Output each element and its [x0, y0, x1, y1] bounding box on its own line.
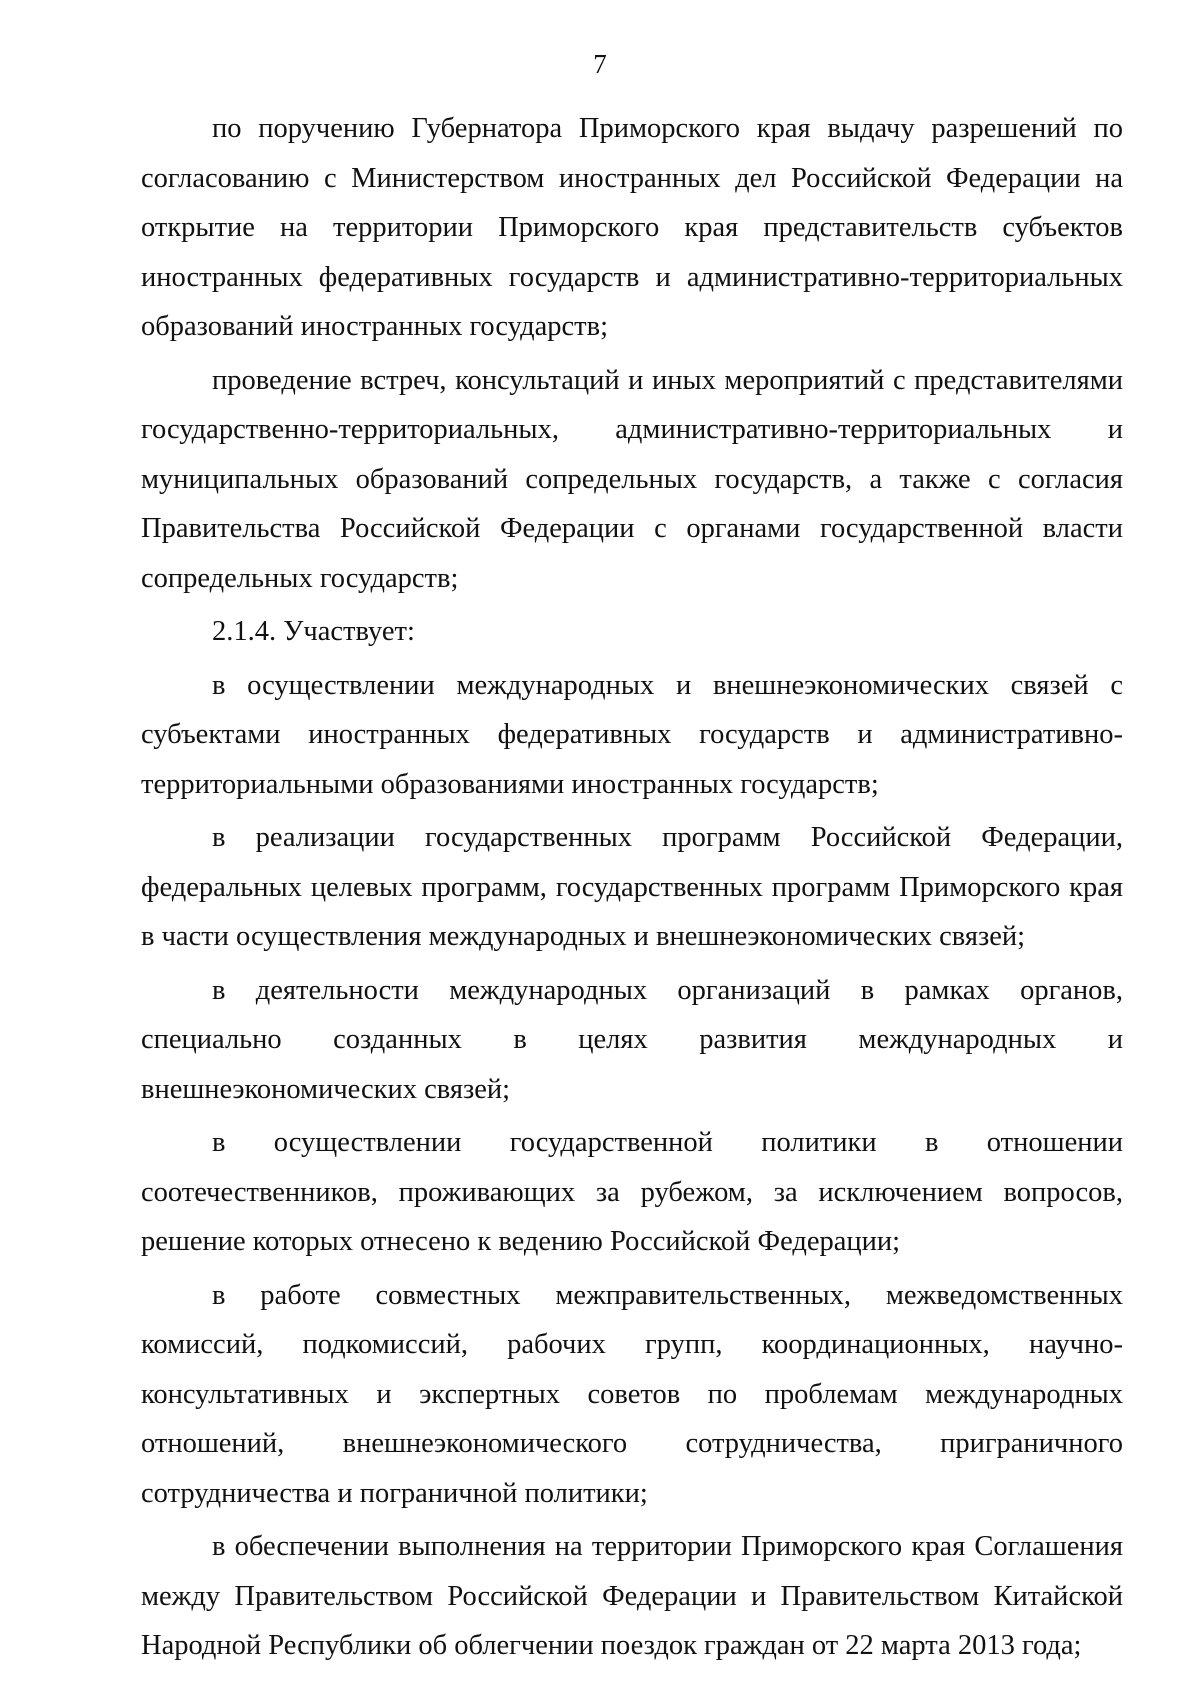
- document-body: [141, 104, 1123, 1675]
- paragraph-travel-agreement: в обеспечении выполнения на территории Приморского края Соглашения между Правительством Российской Федерации и Правительством Китайской Народной Республики об облегчении поездок граждан от 22 марта 2013 года;: [141, 1531, 1123, 1661]
- paragraph-state-programs: в реализации государственных программ Российской Федерации, федеральных целевых программ, государственных программ Приморского края в части осуществления международных и внешнеэкономических связей;: [141, 822, 1123, 952]
- paragraph-commissions-work: в работе совместных межправительственных, межведомственных комиссий, подкомиссий, рабочих групп, координационных, научно-консультативных и экспертных советов по проблемам международных отношений, внешнеэкономического сотрудничества, приграничного сотрудничества и пограничной политики;: [141, 1279, 1123, 1509]
- section-heading-2-1-4: 2.1.4. Участвует:: [212, 616, 415, 647]
- paragraph-international-organizations: в деятельности международных организаций в рамках органов, специально созданных в целях развития международных и внешнеэкономических связей;: [141, 974, 1123, 1105]
- paragraph-issuing-permits: по поручению Губернатора Приморского края выдачу разрешений по согласованию с Министерством иностранных дел Российской Федерации на открытие на территории Приморского края представительств субъектов иностранных федеративных государств и административно-территориальных образований иностранных государств;: [141, 113, 1123, 342]
- paragraph-compatriots-policy: в осуществлении государственной политики в отношении соотечественников, проживающих за рубежом, за исключением вопросов, решение которых отнесено к ведению Российской Федерации;: [141, 1127, 1123, 1257]
- page-number: 7: [593, 49, 607, 79]
- paragraph-meetings-consultations: проведение встреч, консультаций и иных мероприятий с представителями государственно-территориальных, административно-территориальных и муниципальных образований сопредельных государств, а также с согласия Правительства Российской Федерации с органами государственной власти сопредельных государств;: [141, 364, 1123, 594]
- paragraph-international-relations: в осуществлении международных и внешнеэкономических связей с субъектами иностранных федеративных государств и административно-территориальными образованиями иностранных государств;: [141, 669, 1123, 800]
